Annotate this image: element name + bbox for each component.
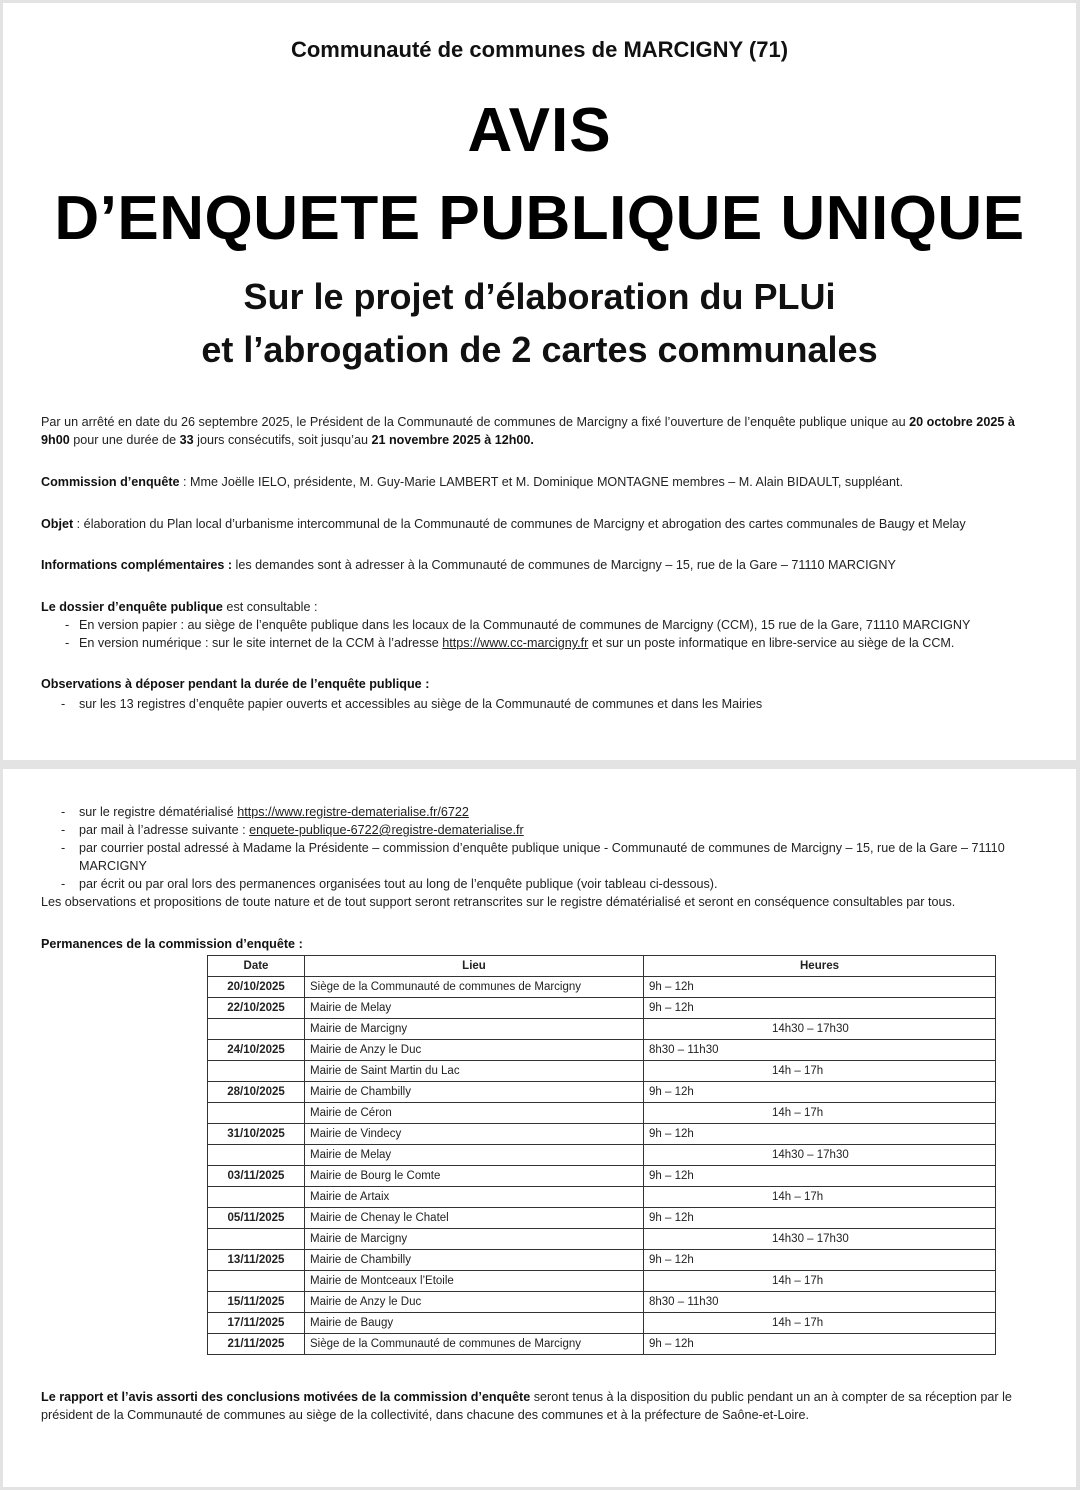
- date-cell: [208, 1187, 305, 1208]
- registre-link[interactable]: https://www.registre-dematerialise.fr/6722: [237, 805, 469, 819]
- list-item: - sur les 13 registres d’enquête papier ouverts et accessibles au siège de la Communauté de communes et dans les Mairies: [41, 695, 1042, 713]
- organization-header: Communauté de communes de MARCIGNY (71): [290, 37, 789, 62]
- notice-subtitle-2: et l’abrogation de 2 cartes communales: [201, 329, 878, 370]
- table-row: [208, 1061, 996, 1082]
- table-row: [208, 1229, 996, 1250]
- lieu-cell: Mairie de Chambilly: [305, 1250, 644, 1271]
- date-cell: [208, 1271, 305, 1292]
- date-cell: [208, 1229, 305, 1250]
- table-header-row: [208, 956, 996, 977]
- date-cell: 15/11/2025: [208, 1292, 305, 1313]
- date-cell: [208, 1061, 305, 1082]
- table-row: [208, 1334, 996, 1355]
- table-row: [208, 998, 996, 1019]
- table-row: [208, 977, 996, 998]
- table-row: [208, 1040, 996, 1061]
- table-row: [208, 1250, 996, 1271]
- lieu-cell: Mairie de Baugy: [305, 1313, 644, 1334]
- date-cell: 17/11/2025: [208, 1313, 305, 1334]
- lieu-cell: Mairie de Chambilly: [305, 1082, 644, 1103]
- table-row: [208, 1166, 996, 1187]
- date-cell: 20/10/2025: [208, 977, 305, 998]
- infos-paragraph: Informations complémentaires : les demandes sont à adresser à la Communauté de communes de Marcigny – 15, rue de la Gare – 71110 MARCIGNY: [41, 558, 896, 572]
- date-cell: 05/11/2025: [208, 1208, 305, 1229]
- heures-cell: 9h – 12h: [644, 1166, 996, 1187]
- heures-cell: 9h – 12h: [644, 977, 996, 998]
- heures-cell: 14h – 17h: [644, 1061, 996, 1082]
- notice-subtitle-1: Sur le projet d’élaboration du PLUi: [243, 276, 836, 317]
- list-item: - En version papier : au siège de l’enquête publique dans les locaux de la Communauté de communes de Marcigny (CCM), 15 rue de la Gare, 71110 MARCIGNY: [41, 616, 1042, 634]
- header-lieu: Lieu: [305, 956, 644, 977]
- heures-cell: 8h30 – 11h30: [644, 1040, 996, 1061]
- lieu-cell: Mairie de Vindecy: [305, 1124, 644, 1145]
- list-item: - En version numérique : sur le site internet de la CCM à l’adresse https://www.cc-marcigny.fr et sur un poste informatique en libre-service au siège de la CCM.: [41, 634, 1042, 652]
- table-row: [208, 1208, 996, 1229]
- document-page-1: [3, 3, 1076, 760]
- lieu-cell: Mairie de Chenay le Chatel: [305, 1208, 644, 1229]
- heures-cell: 8h30 – 11h30: [644, 1292, 996, 1313]
- lieu-cell: Mairie de Marcigny: [305, 1019, 644, 1040]
- date-cell: 31/10/2025: [208, 1124, 305, 1145]
- table-row: [208, 1292, 996, 1313]
- heures-cell: 14h – 17h: [644, 1187, 996, 1208]
- table-row: [208, 1124, 996, 1145]
- date-cell: 21/11/2025: [208, 1334, 305, 1355]
- lieu-cell: Mairie de Melay: [305, 998, 644, 1019]
- notice-title-avis: AVIS: [467, 96, 612, 165]
- table-row: [208, 1145, 996, 1166]
- observations-continued: [41, 803, 1042, 911]
- heures-cell: 14h30 – 17h30: [644, 1145, 996, 1166]
- heures-cell: 14h30 – 17h30: [644, 1229, 996, 1250]
- list-item: - par mail à l’adresse suivante : enquete-publique-6722@registre-dematerialise.fr: [41, 821, 1042, 839]
- rapport-paragraph: Le rapport et l’avis assorti des conclusions motivées de la commission d’enquête seront tenus à la disposition du public pendant un an à compter de sa réception par le président de la Communauté de communes au siège de la collectivité, dans chacune des communes et à la préfecture de Saône-et-Loire.: [41, 1390, 1012, 1422]
- objet-paragraph: Objet : élaboration du Plan local d’urbanisme intercommunal de la Communauté de communes de Marcigny et abrogation des cartes communales de Baugy et Melay: [41, 517, 966, 531]
- date-cell: 24/10/2025: [208, 1040, 305, 1061]
- permanences-table: [207, 955, 996, 1355]
- lieu-cell: Mairie de Anzy le Duc: [305, 1292, 644, 1313]
- list-item: - sur le registre dématérialisé https://www.registre-dematerialise.fr/6722: [41, 803, 1042, 821]
- heures-cell: 14h – 17h: [644, 1313, 996, 1334]
- list-item: - par écrit ou par oral lors des permanences organisées tout au long de l’enquête publique (voir tableau ci-dessous).: [41, 875, 1042, 893]
- table-row: [208, 1082, 996, 1103]
- document-page-2: [3, 769, 1076, 1487]
- heures-cell: 9h – 12h: [644, 1334, 996, 1355]
- date-cell: 28/10/2025: [208, 1082, 305, 1103]
- dossier-section: Le dossier d’enquête publique est consultable : - En version papier : au siège de l’enquête publique dans les locaux de la Communauté de communes de Marcigny (CCM), 15 rue de la Gare, 71110 MARCIGNY - En version numérique : sur le site internet de la CCM à l’adresse https://www.cc-marcigny.fr et sur un poste informatique en libre-service au siège de la CCM.: [41, 598, 1042, 652]
- lieu-cell: Mairie de Marcigny: [305, 1229, 644, 1250]
- heures-cell: 9h – 12h: [644, 998, 996, 1019]
- lieu-cell: Mairie de Anzy le Duc: [305, 1040, 644, 1061]
- heures-cell: 9h – 12h: [644, 1208, 996, 1229]
- lieu-cell: Mairie de Bourg le Comte: [305, 1166, 644, 1187]
- header-date: Date: [208, 956, 305, 977]
- ccm-website-link[interactable]: https://www.cc-marcigny.fr: [442, 636, 589, 650]
- lieu-cell: Mairie de Melay: [305, 1145, 644, 1166]
- table-row: [208, 1103, 996, 1124]
- heures-cell: 9h – 12h: [644, 1124, 996, 1145]
- date-cell: [208, 1145, 305, 1166]
- heures-cell: 14h30 – 17h30: [644, 1019, 996, 1040]
- lieu-cell: Mairie de Céron: [305, 1103, 644, 1124]
- heures-cell: 14h – 17h: [644, 1271, 996, 1292]
- date-cell: [208, 1019, 305, 1040]
- notice-title: D’ENQUETE PUBLIQUE UNIQUE: [54, 184, 1025, 253]
- observations-footer: Les observations et propositions de toute nature et de tout support seront retranscrites sur le registre dématérialisé et seront en conséquence consultables par tous.: [41, 895, 956, 909]
- list-item: - par courrier postal adressé à Madame la Présidente – commission d’enquête publique unique - Communauté de communes de Marcigny – 15, rue de la Gare – 71110 MARCIGNY: [41, 839, 1042, 875]
- date-cell: 03/11/2025: [208, 1166, 305, 1187]
- header-heures: Heures: [644, 956, 996, 977]
- lieu-cell: Mairie de Montceaux l’Etoile: [305, 1271, 644, 1292]
- heures-cell: 14h – 17h: [644, 1103, 996, 1124]
- lieu-cell: Mairie de Artaix: [305, 1187, 644, 1208]
- lieu-cell: Siège de la Communauté de communes de Marcigny: [305, 977, 644, 998]
- table-row: [208, 1271, 996, 1292]
- lieu-cell: Siège de la Communauté de communes de Marcigny: [305, 1334, 644, 1355]
- permanences-label: Permanences de la commission d’enquête :: [41, 937, 303, 951]
- heures-cell: 9h – 12h: [644, 1250, 996, 1271]
- email-link[interactable]: enquete-publique-6722@registre-dematerialise.fr: [249, 823, 524, 837]
- intro-paragraph: Par un arrêté en date du 26 septembre 2025, le Président de la Communauté de communes de Marcigny a fixé l’ouverture de l’enquête publique unique au 20 octobre 2025 à 9h00 pour une durée de 33 jours consécutifs, soit jusqu’au 21 novembre 2025 à 12h00.: [41, 415, 1015, 447]
- table-row: [208, 1313, 996, 1334]
- date-cell: 22/10/2025: [208, 998, 305, 1019]
- date-cell: [208, 1103, 305, 1124]
- commission-paragraph: Commission d’enquête : Mme Joëlle IELO, présidente, M. Guy-Marie LAMBERT et M. Dominique MONTAGNE membres – M. Alain BIDAULT, suppléant.: [41, 475, 904, 489]
- date-cell: 13/11/2025: [208, 1250, 305, 1271]
- table-row: [208, 1019, 996, 1040]
- table-row: [208, 1187, 996, 1208]
- observations-section: Observations à déposer pendant la durée de l’enquête publique : - sur les 13 registres d’enquête papier ouverts et accessibles au siège de la Communauté de communes et dans les Mairies: [41, 675, 1042, 713]
- lieu-cell: Mairie de Saint Martin du Lac: [305, 1061, 644, 1082]
- heures-cell: 9h – 12h: [644, 1082, 996, 1103]
